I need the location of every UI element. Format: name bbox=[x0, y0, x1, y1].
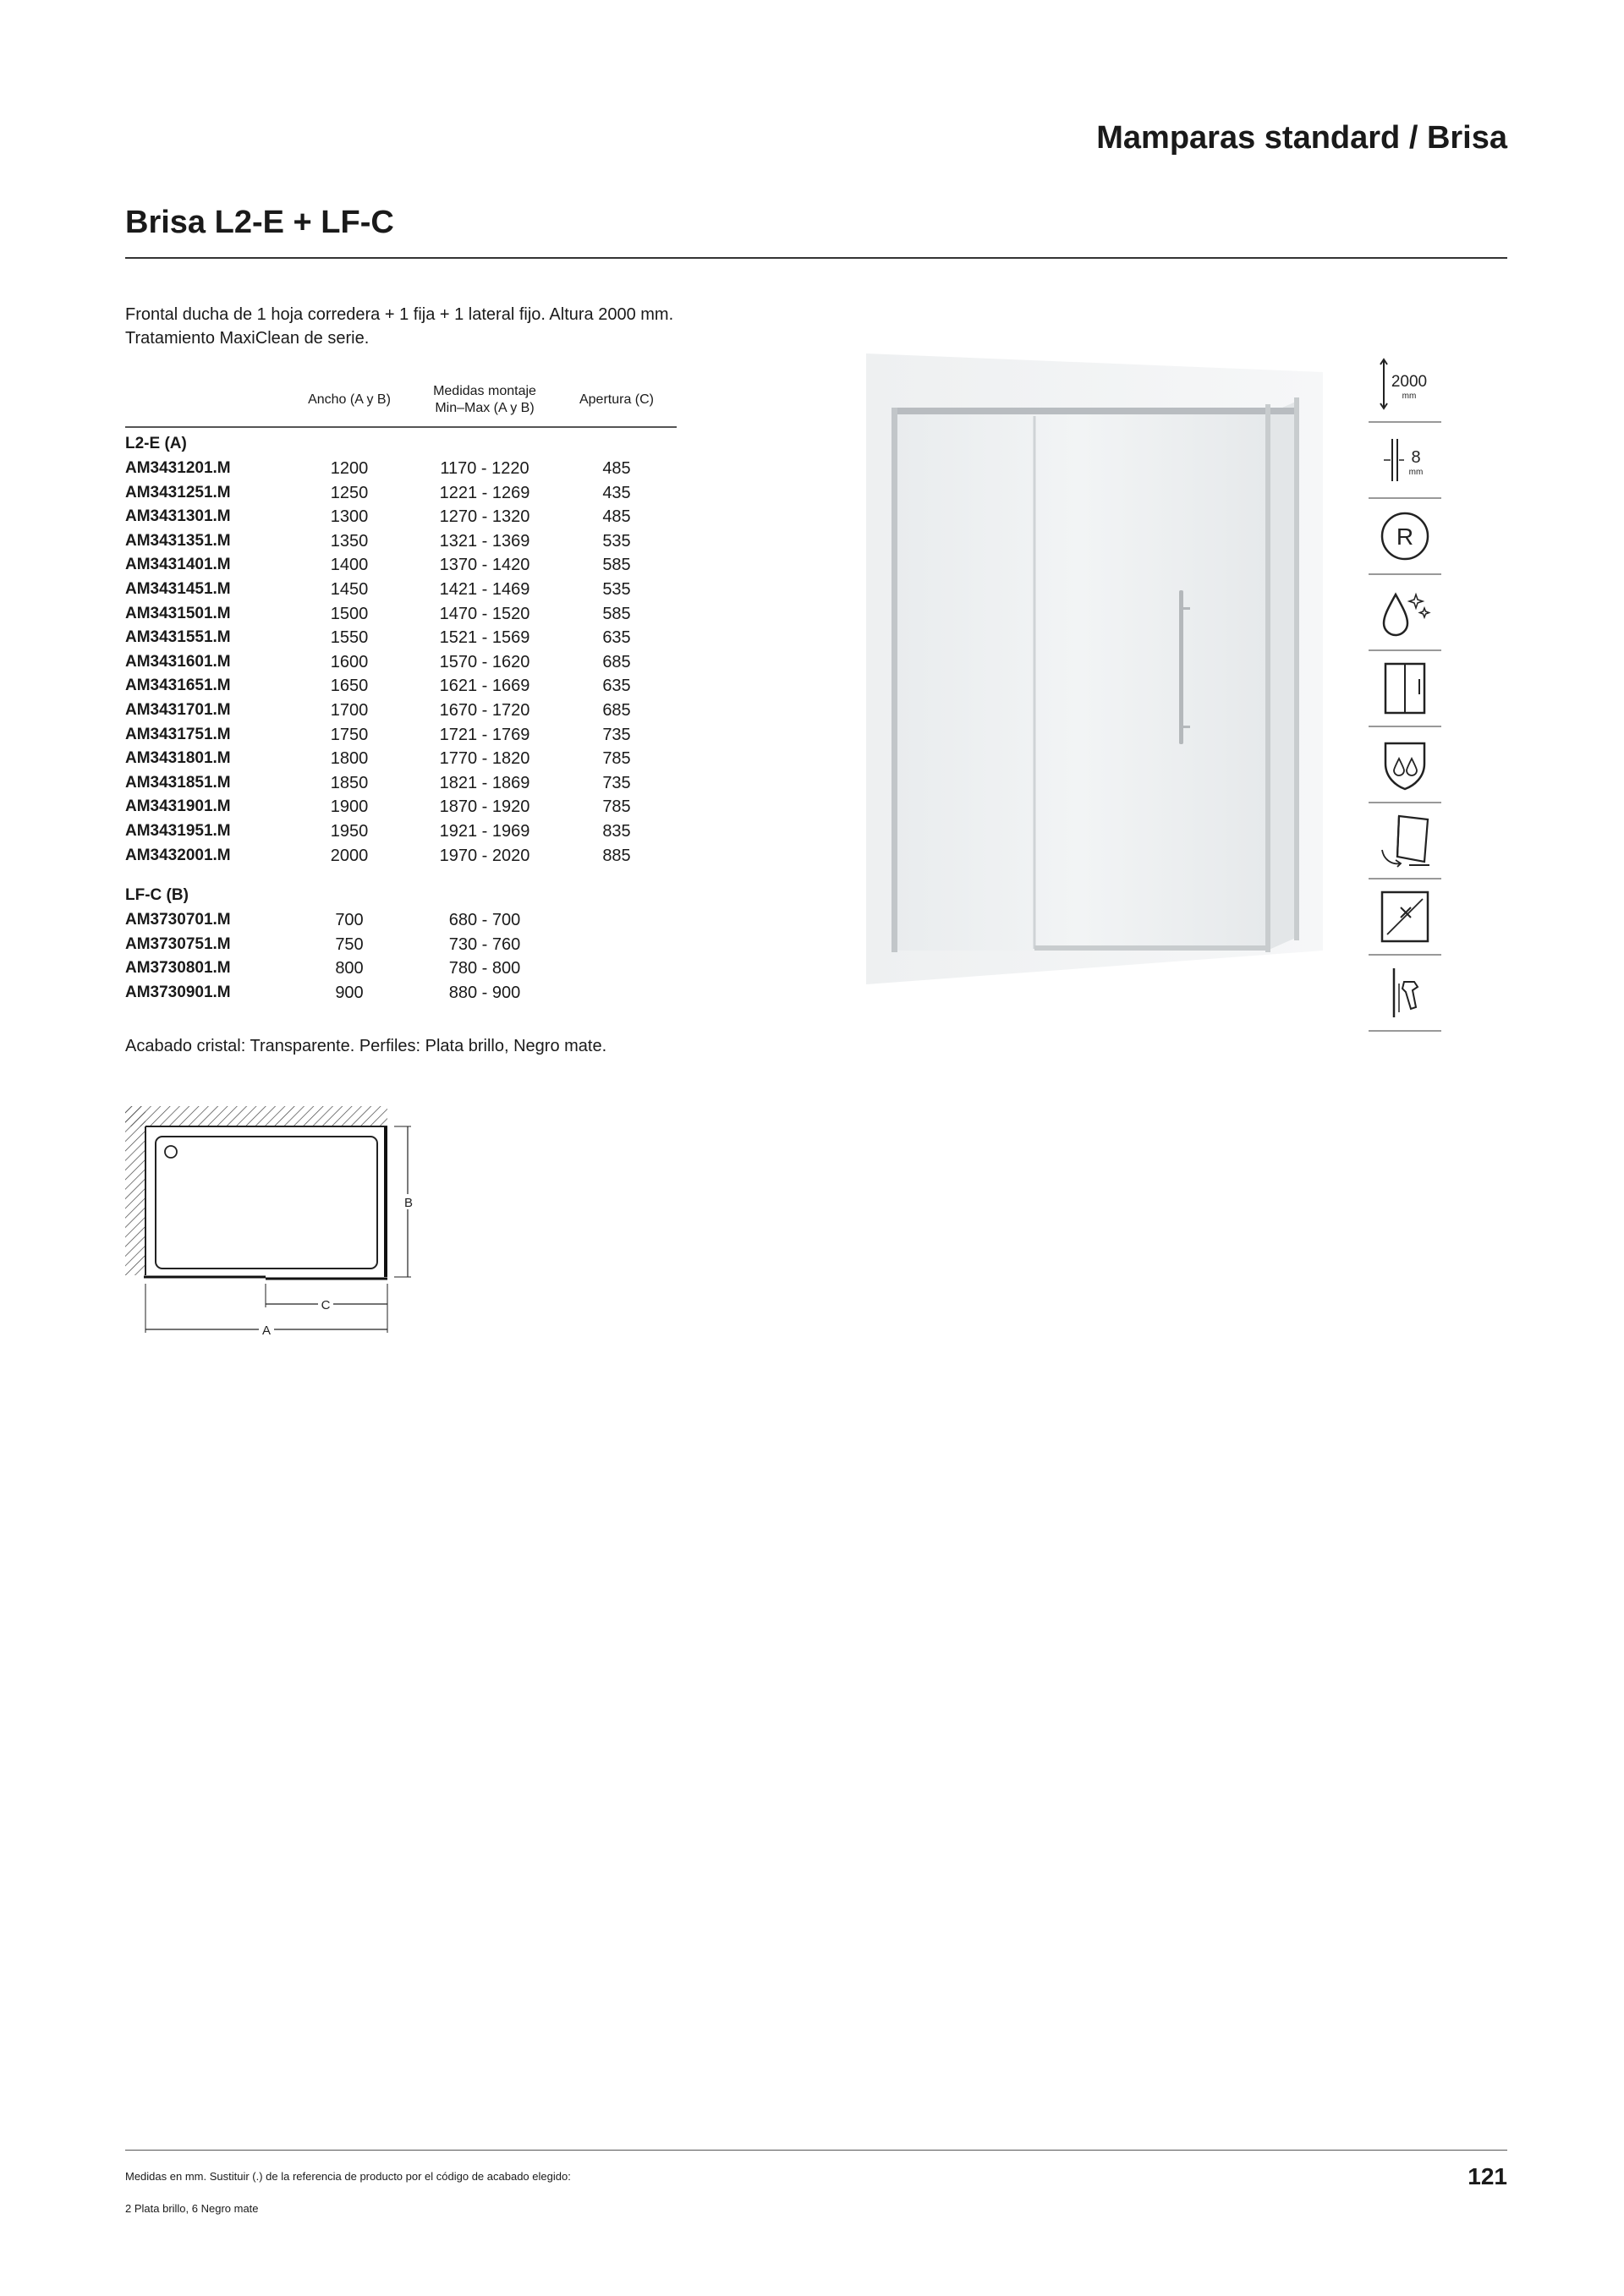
table-row bbox=[125, 578, 677, 602]
cell-mounting: 680 - 700 bbox=[448, 911, 521, 930]
corner-profile bbox=[1265, 404, 1270, 952]
cell-width: 1850 bbox=[330, 773, 369, 792]
table-row bbox=[125, 529, 677, 554]
cell-opening: 685 bbox=[602, 700, 631, 720]
cell-opening: 635 bbox=[602, 677, 631, 696]
cell-mounting: 1321 - 1369 bbox=[439, 531, 530, 551]
cell-mounting: 1621 - 1669 bbox=[439, 677, 530, 696]
cell-opening bbox=[557, 956, 677, 981]
height-unit: mm bbox=[1402, 392, 1417, 401]
table-row bbox=[125, 908, 677, 933]
cell-reference: AM3432001.M bbox=[125, 846, 231, 864]
safety-glass-icon bbox=[1369, 879, 1441, 956]
anti-limescale-icon bbox=[1369, 727, 1441, 803]
table-row bbox=[125, 553, 677, 578]
cell-reference: AM3431451.M bbox=[125, 579, 231, 598]
table-row bbox=[125, 699, 677, 723]
table-row bbox=[125, 481, 677, 506]
footer-note-line-2: 2 Plata brillo, 6 Negro mate bbox=[125, 2202, 259, 2215]
cell-width: 1650 bbox=[330, 677, 369, 696]
cell-width: 1800 bbox=[330, 749, 369, 769]
cell-reference: AM3431201.M bbox=[125, 459, 231, 477]
cell-opening: 635 bbox=[602, 628, 631, 648]
cell-width: 1200 bbox=[330, 459, 369, 478]
cell-reference: AM3431901.M bbox=[125, 797, 231, 816]
cell-opening: 485 bbox=[602, 507, 631, 527]
header-reference bbox=[125, 374, 286, 427]
cell-mounting: 1370 - 1420 bbox=[439, 556, 530, 575]
side-profile bbox=[1294, 397, 1299, 940]
cell-reference: AM3431501.M bbox=[125, 604, 231, 622]
cell-width: 1600 bbox=[330, 652, 369, 671]
thickness-unit: mm bbox=[1408, 468, 1424, 477]
cell-width: 1250 bbox=[330, 483, 369, 502]
cell-mounting: 1521 - 1569 bbox=[439, 628, 530, 648]
table-row bbox=[125, 795, 677, 819]
cell-opening bbox=[557, 981, 677, 1006]
cell-opening: 885 bbox=[602, 846, 631, 865]
cell-width: 800 bbox=[335, 959, 364, 978]
door-handle bbox=[1179, 590, 1183, 744]
cell-width: 1900 bbox=[330, 797, 369, 817]
table-row bbox=[125, 747, 677, 771]
cell-reference: AM3431701.M bbox=[125, 700, 231, 719]
cell-mounting: 1870 - 1920 bbox=[439, 797, 530, 817]
floor-area bbox=[145, 1126, 387, 1275]
cell-reference: AM3431551.M bbox=[125, 628, 231, 647]
cell-opening bbox=[557, 933, 677, 957]
cell-reference: AM3730801.M bbox=[125, 959, 231, 978]
cell-opening: 685 bbox=[602, 652, 631, 671]
description-line-1: Frontal ducha de 1 hoja corredera + 1 fija + 1 lateral fijo. Altura 2000 mm. bbox=[125, 305, 674, 324]
cell-width: 750 bbox=[335, 934, 364, 954]
cell-reference: AM3431301.M bbox=[125, 507, 231, 526]
cell-width: 1400 bbox=[330, 556, 369, 575]
glass-thickness-icon bbox=[1369, 423, 1441, 499]
cell-width: 1950 bbox=[330, 821, 369, 841]
table-row bbox=[125, 505, 677, 529]
cell-mounting: 1270 - 1320 bbox=[439, 507, 530, 527]
table-row bbox=[125, 602, 677, 627]
cell-reference: AM3730701.M bbox=[125, 911, 231, 929]
cell-mounting: 1221 - 1269 bbox=[439, 483, 530, 502]
description-line-2: Tratamiento MaxiClean de serie. bbox=[125, 329, 370, 348]
thickness-value: 8 bbox=[1411, 448, 1421, 467]
cell-reference: AM3431351.M bbox=[125, 531, 231, 550]
top-rail bbox=[893, 408, 1299, 414]
table-row bbox=[125, 771, 677, 796]
cell-width: 1300 bbox=[330, 507, 369, 527]
finish-text: Acabado cristal: Transparente. Perfiles: Plata brillo, Negro mate. bbox=[125, 1037, 607, 1055]
table-row bbox=[125, 981, 677, 1006]
cell-mounting: 880 - 900 bbox=[448, 983, 521, 1002]
cell-width: 1500 bbox=[330, 604, 369, 623]
dimension-b-label: B bbox=[403, 1196, 414, 1210]
cell-mounting: 1470 - 1520 bbox=[439, 604, 530, 623]
sliding-door-icon bbox=[1369, 651, 1441, 727]
plan-diagram bbox=[123, 1104, 428, 1338]
cell-width: 700 bbox=[335, 911, 364, 930]
header-mounting-line-1: Medidas montaje bbox=[433, 384, 536, 398]
cell-opening: 535 bbox=[602, 531, 631, 551]
page-number: 121 bbox=[1468, 2163, 1507, 2189]
cell-width: 1750 bbox=[330, 725, 369, 744]
reversible-letter: R bbox=[1396, 523, 1414, 550]
handle-mount-top bbox=[1183, 607, 1190, 610]
table-row bbox=[125, 723, 677, 748]
cell-mounting: 1570 - 1620 bbox=[439, 652, 530, 671]
cell-opening: 485 bbox=[602, 459, 631, 478]
cell-opening: 585 bbox=[602, 604, 631, 623]
wall-hatch-top bbox=[125, 1106, 387, 1126]
cell-opening: 435 bbox=[602, 483, 631, 502]
table-row bbox=[125, 844, 677, 869]
left-profile bbox=[892, 408, 897, 952]
spec-table bbox=[125, 374, 677, 1005]
cell-mounting: 1970 - 2020 bbox=[439, 846, 530, 865]
cell-mounting: 780 - 800 bbox=[448, 959, 521, 978]
height-value: 2000 bbox=[1391, 373, 1428, 391]
section-title: Mamparas standard / Brisa bbox=[1096, 120, 1507, 156]
group-label: L2-E (A) bbox=[125, 434, 187, 452]
cell-opening: 735 bbox=[602, 725, 631, 744]
dimension-a-label: A bbox=[261, 1323, 272, 1338]
header-opening: Apertura (C) bbox=[557, 374, 677, 427]
table-body bbox=[125, 427, 677, 1005]
cell-reference: AM3730751.M bbox=[125, 934, 231, 953]
pivot-panel-icon bbox=[1369, 803, 1441, 879]
cell-mounting: 1721 - 1769 bbox=[439, 725, 530, 744]
cell-opening: 835 bbox=[602, 821, 631, 841]
cell-opening: 785 bbox=[602, 797, 631, 817]
table-row bbox=[125, 674, 677, 699]
cell-opening: 785 bbox=[602, 749, 631, 769]
table-row bbox=[125, 819, 677, 844]
cell-mounting: 1421 - 1469 bbox=[439, 579, 530, 599]
footer-note-line-1: Medidas en mm. Sustituir (.) de la referencia de producto por el código de acabado elegido: bbox=[125, 2170, 571, 2183]
group-label: LF-C (B) bbox=[125, 885, 189, 904]
cell-reference: AM3431401.M bbox=[125, 556, 231, 574]
cell-width: 900 bbox=[335, 983, 364, 1002]
cell-reference: AM3730901.M bbox=[125, 983, 231, 1001]
cell-reference: AM3431851.M bbox=[125, 773, 231, 792]
table-row bbox=[125, 956, 677, 981]
wall-hatch-left bbox=[125, 1106, 145, 1275]
footer-divider bbox=[125, 2150, 1507, 2151]
cell-width: 2000 bbox=[330, 846, 369, 865]
bottom-guide bbox=[1034, 945, 1267, 951]
feature-icons bbox=[1369, 347, 1441, 1032]
header-mounting-line-2: Min–Max (A y B) bbox=[435, 401, 535, 415]
cell-reference: AM3431951.M bbox=[125, 821, 231, 840]
table-row bbox=[125, 650, 677, 675]
cell-width: 1450 bbox=[330, 579, 369, 599]
dimension-c-label: C bbox=[321, 1298, 331, 1312]
cell-mounting: 1770 - 1820 bbox=[439, 749, 530, 769]
cell-mounting: 1821 - 1869 bbox=[439, 773, 530, 792]
table-group-header bbox=[125, 879, 677, 908]
title-divider bbox=[125, 257, 1507, 259]
cell-reference: AM3431251.M bbox=[125, 483, 231, 501]
cell-reference: AM3431751.M bbox=[125, 725, 231, 743]
handle-mount-bottom bbox=[1183, 726, 1190, 728]
cell-opening: 535 bbox=[602, 579, 631, 599]
table-row bbox=[125, 457, 677, 481]
product-photo bbox=[861, 353, 1323, 984]
cell-opening: 585 bbox=[602, 556, 631, 575]
cell-width: 1550 bbox=[330, 628, 369, 648]
cell-reference: AM3431601.M bbox=[125, 652, 231, 671]
cell-width: 1350 bbox=[330, 531, 369, 551]
height-2000-icon bbox=[1369, 347, 1441, 423]
easy-clean-icon bbox=[1369, 575, 1441, 651]
cell-mounting: 1170 - 1220 bbox=[440, 459, 529, 478]
installation-tool-icon bbox=[1369, 956, 1441, 1032]
cell-opening bbox=[557, 908, 677, 933]
cell-mounting: 1921 - 1969 bbox=[439, 821, 530, 841]
table-header-row bbox=[125, 374, 677, 427]
cell-reference: AM3431801.M bbox=[125, 749, 231, 768]
table-group-header bbox=[125, 427, 677, 457]
cell-mounting: 1670 - 1720 bbox=[439, 700, 530, 720]
table-row bbox=[125, 933, 677, 957]
table-row bbox=[125, 626, 677, 650]
product-description bbox=[125, 303, 819, 350]
cell-opening: 735 bbox=[602, 773, 631, 792]
reversible-icon bbox=[1369, 499, 1441, 575]
product-title: Brisa L2-E + LF-C bbox=[125, 205, 394, 240]
table-spacer bbox=[125, 868, 677, 879]
glass-front bbox=[893, 414, 1267, 951]
header-width: Ancho (A y B) bbox=[286, 374, 413, 427]
glass-side bbox=[1267, 401, 1298, 951]
header-mounting bbox=[413, 374, 557, 427]
cell-reference: AM3431651.M bbox=[125, 677, 231, 695]
cell-width: 1700 bbox=[330, 700, 369, 720]
cell-mounting: 730 - 760 bbox=[448, 934, 521, 954]
